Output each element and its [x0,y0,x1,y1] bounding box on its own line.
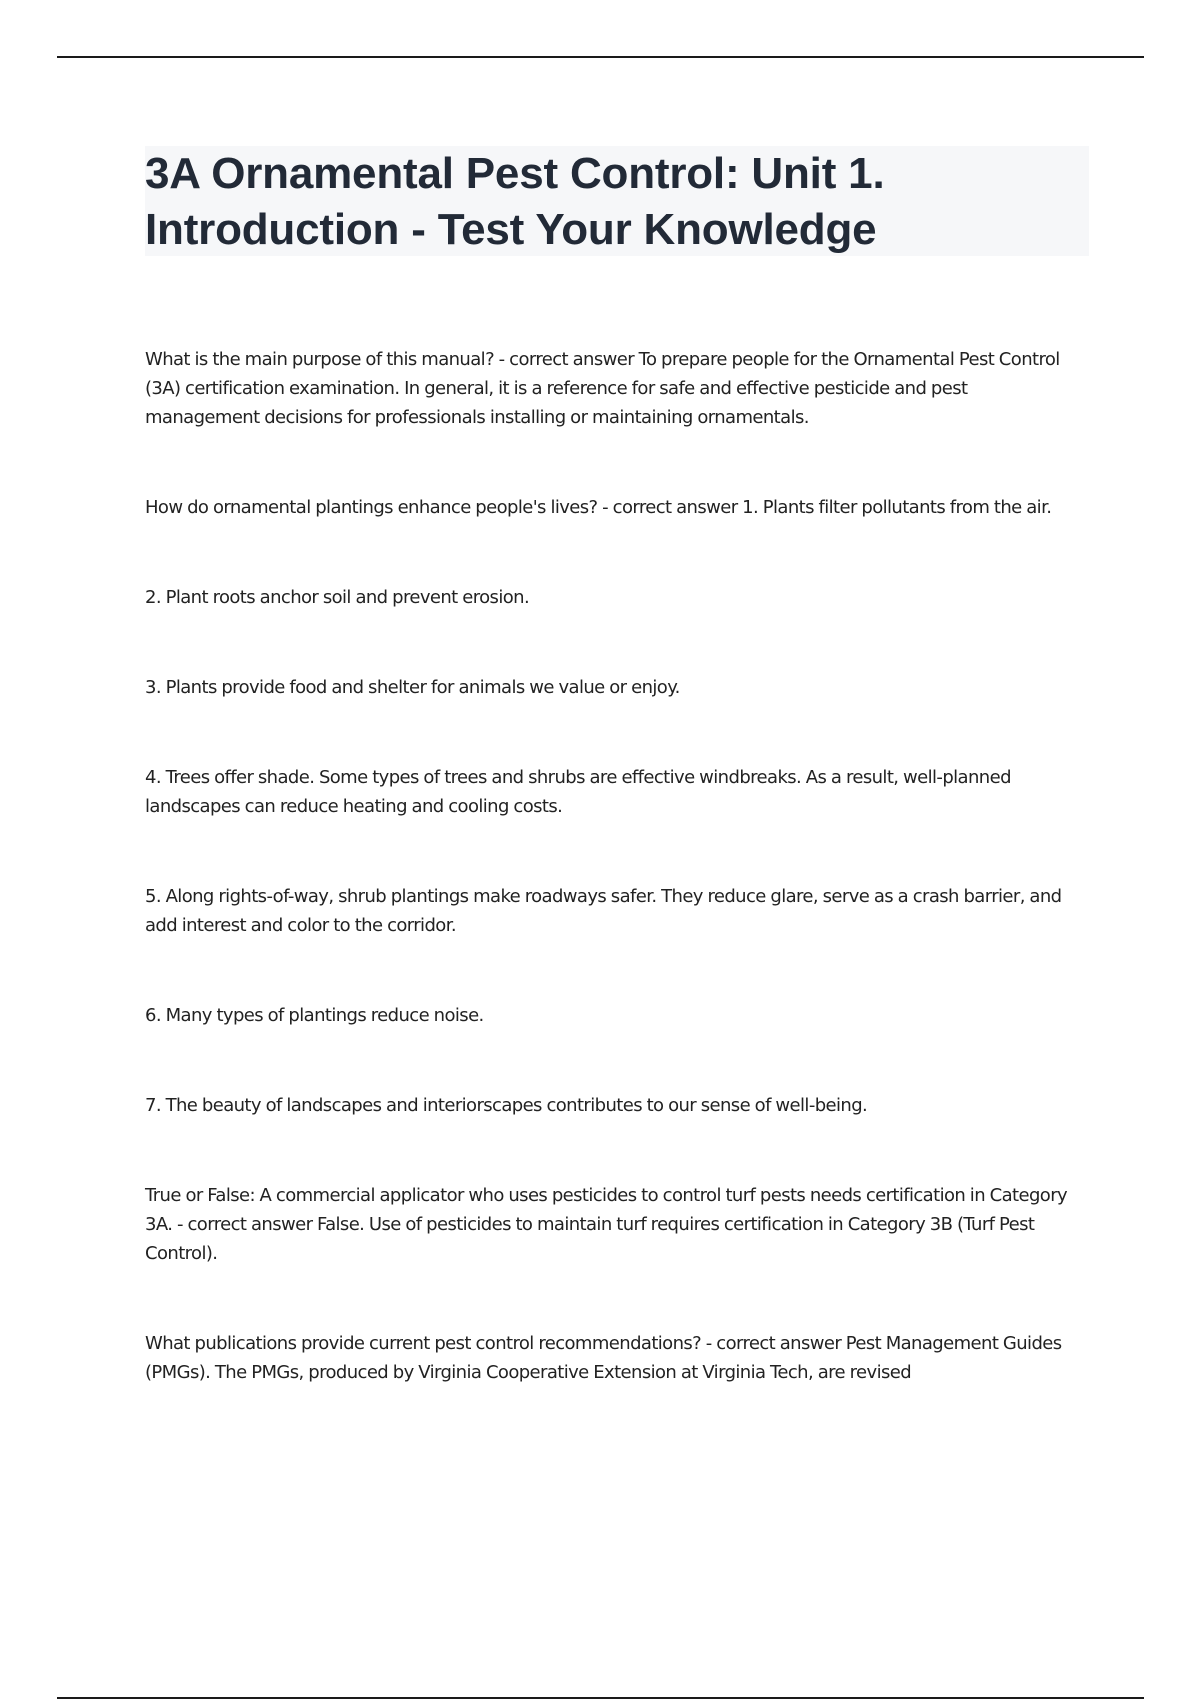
document-title: 3A Ornamental Pest Control: Unit 1. Introduction - Test Your Knowledge [145,149,885,254]
list-item-3: 3. Plants provide food and shelter for animals we value or enjoy. [145,677,680,698]
qa-paragraph-3: True or False: A commercial applicator who uses pesticides to control turf pests needs certification in Category 3A. - correct answer False. Use of pesticides to maintain turf requires certification in Category 3B (Turf Pest Control). [145,1185,1068,1264]
list-item-2: 2. Plant roots anchor soil and prevent erosion. [145,587,530,608]
title-block [145,146,1089,256]
qa-paragraph-4: What publications provide current pest control recommendations? - correct answer Pest Management Guides (PMGs). The PMGs, produced by Virginia Cooperative Extension at Virginia Tech, are revised [145,1333,1062,1383]
list-item-5: 5. Along rights-of-way, shrub plantings make roadways safer. They reduce glare, serve as a crash barrier, and add interest and color to the corridor. [145,886,1062,936]
list-item-6: 6. Many types of plantings reduce noise. [145,1005,484,1026]
qa-paragraph-1: What is the main purpose of this manual? - correct answer To prepare people for the Ornamental Pest Control (3A) certification examination. In general, it is a reference for safe and effective pesticide and pest management decisions for professionals installing or maintaining ornamentals. [145,349,1060,428]
list-item-4: 4. Trees offer shade. Some types of trees and shrubs are effective windbreaks. As a result, well-planned landscapes can reduce heating and cooling costs. [145,767,1011,817]
qa-paragraph-2: How do ornamental plantings enhance people's lives? - correct answer 1. Plants filter pollutants from the air. [145,497,1052,518]
top-rule [57,56,1144,58]
document-body [145,345,1075,1448]
list-item-7: 7. The beauty of landscapes and interiorscapes contributes to our sense of well-being. [145,1095,868,1116]
bottom-rule [57,1697,1144,1699]
